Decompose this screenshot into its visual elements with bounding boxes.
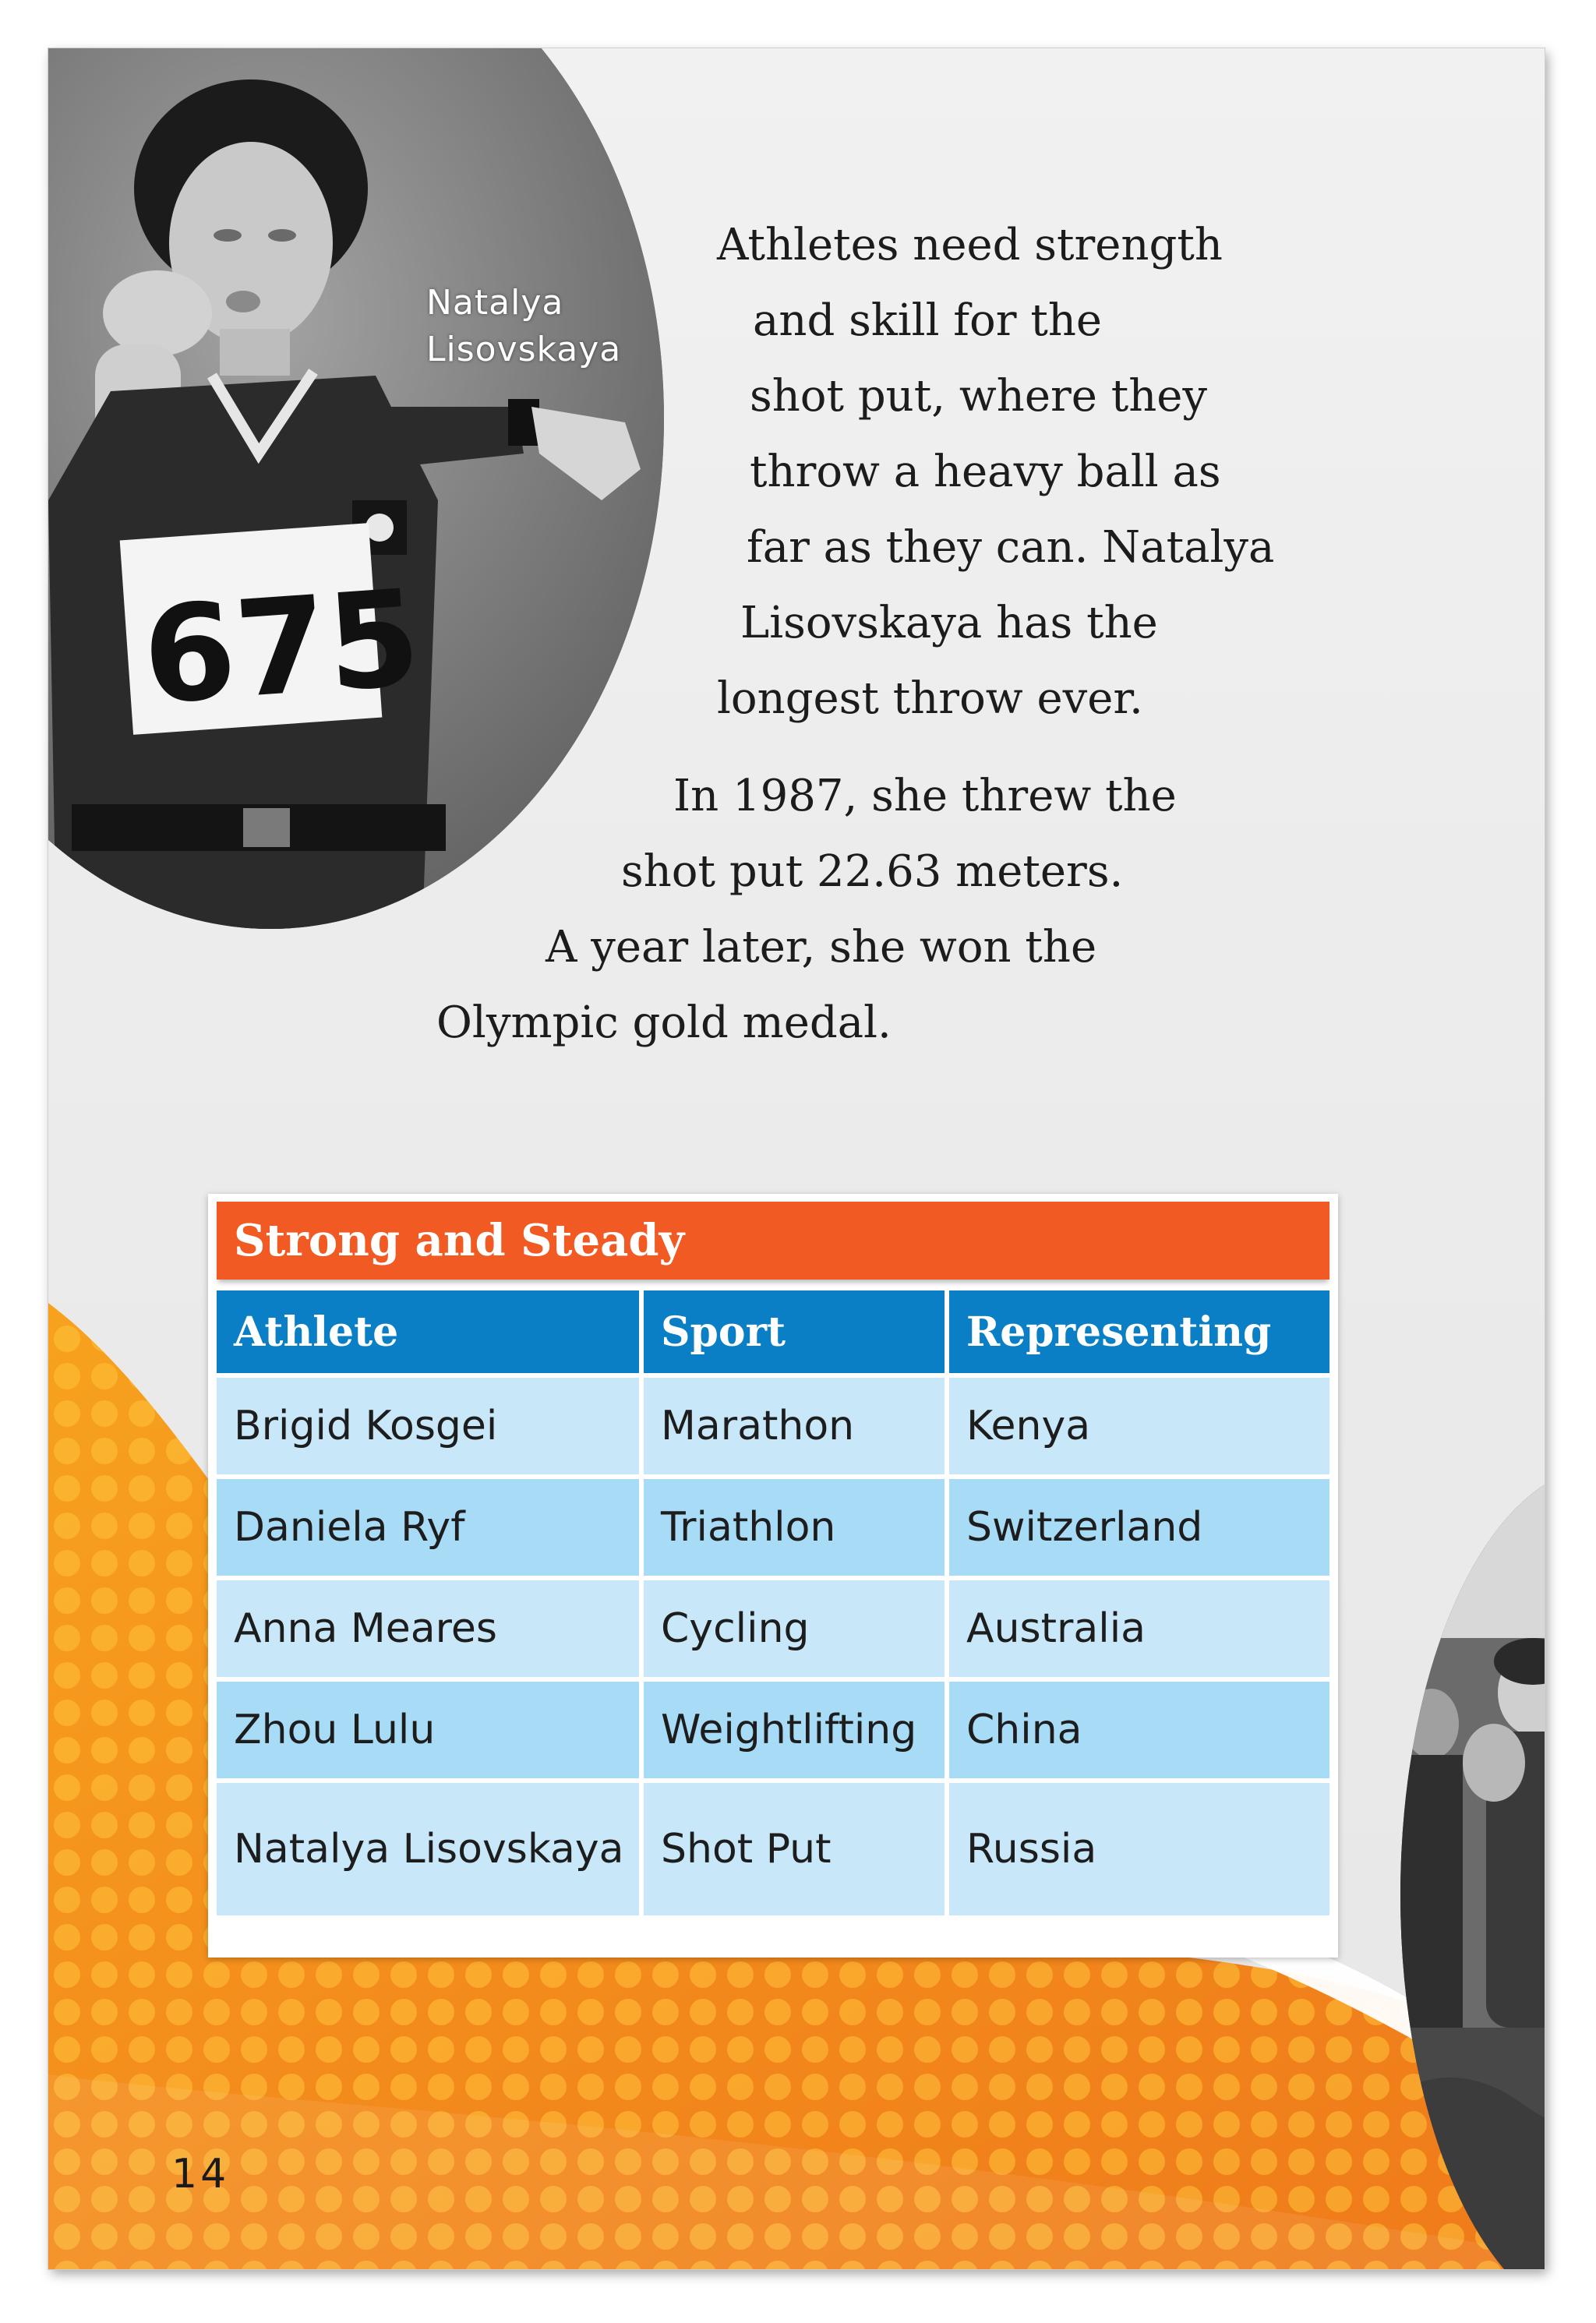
table-cell: Cycling (644, 1580, 945, 1682)
paragraph-line: Athletes need strength (717, 220, 1223, 270)
table-cell: Marathon (644, 1378, 945, 1479)
page-number: 14 (171, 2151, 230, 2198)
table-cell: Natalya Lisovskaya (217, 1783, 639, 1915)
paragraph-line: far as they can. Natalya (747, 522, 1275, 573)
photo-caption (426, 280, 621, 373)
table-cell: Anna Meares (217, 1580, 639, 1682)
caption-line-1: Natalya (426, 283, 564, 323)
table-title: Strong and Steady (217, 1202, 1329, 1280)
athletes-table (217, 1290, 1329, 1915)
paragraph-line: Lisovskaya has the (740, 598, 1158, 648)
paragraph-line: and skill for the (753, 295, 1103, 346)
paragraph-line: Olympic gold medal. (436, 997, 892, 1048)
caption-line-2: Lisovskaya (426, 330, 622, 369)
paragraph-line: A year later, she won the (546, 922, 1097, 973)
header-sport: Sport (644, 1290, 945, 1378)
header-representing: Representing (949, 1290, 1329, 1378)
header-athlete: Athlete (217, 1290, 639, 1378)
table-cell: China (949, 1682, 1329, 1783)
table-cell: Weightlifting (644, 1682, 945, 1783)
paragraph-line: shot put 22.63 meters. (621, 846, 1124, 897)
paragraph-line: throw a heavy ball as (750, 447, 1221, 497)
bib-number: 675 (138, 561, 425, 735)
table-cell: Russia (949, 1783, 1329, 1915)
table-cell: Switzerland (949, 1479, 1329, 1580)
paragraph-line: In 1987, she threw the (673, 771, 1177, 821)
table-cell: Triathlon (644, 1479, 945, 1580)
table-cell: Australia (949, 1580, 1329, 1682)
table-cell: Daniela Ryf (217, 1479, 639, 1580)
table-cell: Kenya (949, 1378, 1329, 1479)
book-page (48, 48, 1545, 2269)
table-cell: Brigid Kosgei (217, 1378, 639, 1479)
table-cell: Zhou Lulu (217, 1682, 639, 1783)
table-cell: Shot Put (644, 1783, 945, 1915)
paragraph-line: longest throw ever. (717, 673, 1143, 724)
paragraph-line: shot put, where they (750, 371, 1208, 422)
